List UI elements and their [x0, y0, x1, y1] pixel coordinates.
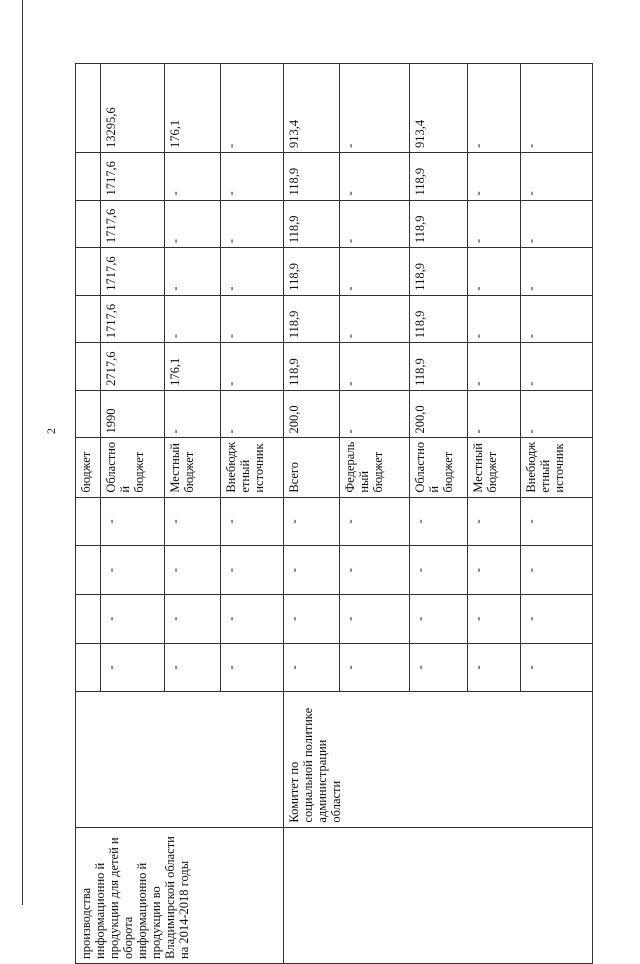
value-cell: -: [467, 343, 521, 391]
program-name-cell: производства информационно й продукции для детей и оборота информационно й продукции во Владимирской области на 2014-2018 годы: [76, 827, 284, 963]
value-cell: [76, 390, 101, 438]
value-cell: 1717,6: [101, 152, 165, 200]
value-cell: -: [467, 64, 521, 153]
value-cell: 118,9: [284, 295, 340, 343]
dash-cell: -: [221, 643, 284, 692]
dash-cell: -: [467, 643, 521, 692]
dash-cell: -: [521, 546, 593, 595]
value-cell: -: [221, 152, 284, 200]
value-cell: -: [467, 295, 521, 343]
value-cell: [76, 64, 101, 153]
value-cell: -: [221, 295, 284, 343]
value-cell: -: [221, 343, 284, 391]
empty-cell: [76, 643, 101, 692]
dash-cell: -: [467, 546, 521, 595]
value-cell: 118,9: [284, 200, 340, 248]
value-cell: 176,1: [165, 64, 221, 153]
dash-cell: -: [165, 594, 221, 643]
value-cell: -: [521, 343, 593, 391]
executor-cell-1: [76, 692, 284, 827]
dash-cell: -: [521, 497, 593, 546]
empty-cell: [76, 546, 101, 595]
dash-cell: -: [284, 546, 340, 595]
value-cell: [76, 343, 101, 391]
value-cell: -: [165, 295, 221, 343]
empty-cell: [76, 594, 101, 643]
dash-cell: -: [467, 497, 521, 546]
table-row: [76, 64, 101, 964]
dash-cell: -: [467, 594, 521, 643]
dash-cell: -: [521, 594, 593, 643]
value-cell: 200,0: [409, 390, 467, 438]
source-cell: Местный бюджет: [467, 438, 521, 497]
value-cell: -: [340, 64, 409, 153]
dash-cell: -: [101, 594, 165, 643]
dash-cell: -: [340, 643, 409, 692]
value-cell: -: [521, 200, 593, 248]
value-cell: [76, 295, 101, 343]
value-cell: -: [340, 152, 409, 200]
source-cell: Федераль ный бюджет: [340, 438, 409, 497]
value-cell: 176,1: [165, 343, 221, 391]
value-cell: 118,9: [409, 152, 467, 200]
value-cell: 118,9: [284, 343, 340, 391]
value-cell: 118,9: [409, 200, 467, 248]
value-cell: -: [521, 152, 593, 200]
dash-cell: -: [409, 497, 467, 546]
dash-cell: -: [284, 643, 340, 692]
budget-table: [75, 63, 593, 964]
value-cell: -: [521, 248, 593, 296]
value-cell: 1717,6: [101, 200, 165, 248]
executor-cell-2: Комитет по социальной политике администрации области: [284, 692, 593, 827]
dash-cell: -: [101, 546, 165, 595]
value-cell: 118,9: [284, 248, 340, 296]
value-cell: -: [467, 152, 521, 200]
value-cell: -: [340, 390, 409, 438]
value-cell: 118,9: [409, 295, 467, 343]
dash-cell: -: [340, 546, 409, 595]
dash-cell: -: [284, 594, 340, 643]
dash-cell: -: [165, 643, 221, 692]
value-cell: -: [340, 295, 409, 343]
value-cell: 2717,6: [101, 343, 165, 391]
value-cell: -: [340, 200, 409, 248]
value-cell: 913,4: [409, 64, 467, 153]
dash-cell: -: [221, 497, 284, 546]
value-cell: -: [221, 200, 284, 248]
dash-cell: -: [340, 497, 409, 546]
value-cell: 200,0: [284, 390, 340, 438]
value-cell: -: [165, 390, 221, 438]
dash-cell: -: [101, 497, 165, 546]
table-row: [284, 64, 340, 964]
dash-cell: -: [165, 546, 221, 595]
source-cell: Местный бюджет: [165, 438, 221, 497]
dash-cell: -: [221, 546, 284, 595]
value-cell: 913,4: [284, 64, 340, 153]
value-cell: 118,9: [409, 343, 467, 391]
value-cell: -: [221, 64, 284, 153]
value-cell: 13295,6: [101, 64, 165, 153]
rotated-table-sheet: [75, 63, 593, 964]
dash-cell: -: [521, 643, 593, 692]
value-cell: -: [165, 248, 221, 296]
dash-cell: -: [409, 643, 467, 692]
value-cell: -: [521, 295, 593, 343]
empty-cell: [76, 497, 101, 546]
value-cell: [76, 248, 101, 296]
source-cell: Всего: [284, 438, 340, 497]
source-cell: Областно й бюджет: [409, 438, 467, 497]
dash-cell: -: [409, 594, 467, 643]
page-number: 2: [44, 428, 58, 434]
source-cell: Внебюдж етный источник: [221, 438, 284, 497]
value-cell: -: [467, 390, 521, 438]
value-cell: -: [521, 390, 593, 438]
value-cell: -: [221, 248, 284, 296]
source-cell: Внебюдж етный источник: [521, 438, 593, 497]
source-cell: Областно й бюджет: [101, 438, 165, 497]
dash-cell: -: [340, 594, 409, 643]
value-cell: -: [165, 200, 221, 248]
value-cell: -: [467, 248, 521, 296]
value-cell: 1717,6: [101, 295, 165, 343]
dash-cell: -: [284, 497, 340, 546]
value-cell: -: [340, 343, 409, 391]
value-cell: -: [340, 248, 409, 296]
dash-cell: -: [165, 497, 221, 546]
value-cell: 118,9: [409, 248, 467, 296]
dash-cell: -: [221, 594, 284, 643]
program-name-cell-2: [284, 827, 593, 963]
value-cell: 1990: [101, 390, 165, 438]
source-cell: бюджет: [76, 438, 101, 497]
value-cell: -: [165, 152, 221, 200]
value-cell: [76, 152, 101, 200]
dash-cell: -: [101, 643, 165, 692]
value-cell: 1717,6: [101, 248, 165, 296]
dash-cell: -: [409, 546, 467, 595]
value-cell: 118,9: [284, 152, 340, 200]
page-edge-line: [22, 0, 23, 905]
value-cell: [76, 200, 101, 248]
value-cell: -: [467, 200, 521, 248]
value-cell: -: [221, 390, 284, 438]
value-cell: -: [521, 64, 593, 153]
